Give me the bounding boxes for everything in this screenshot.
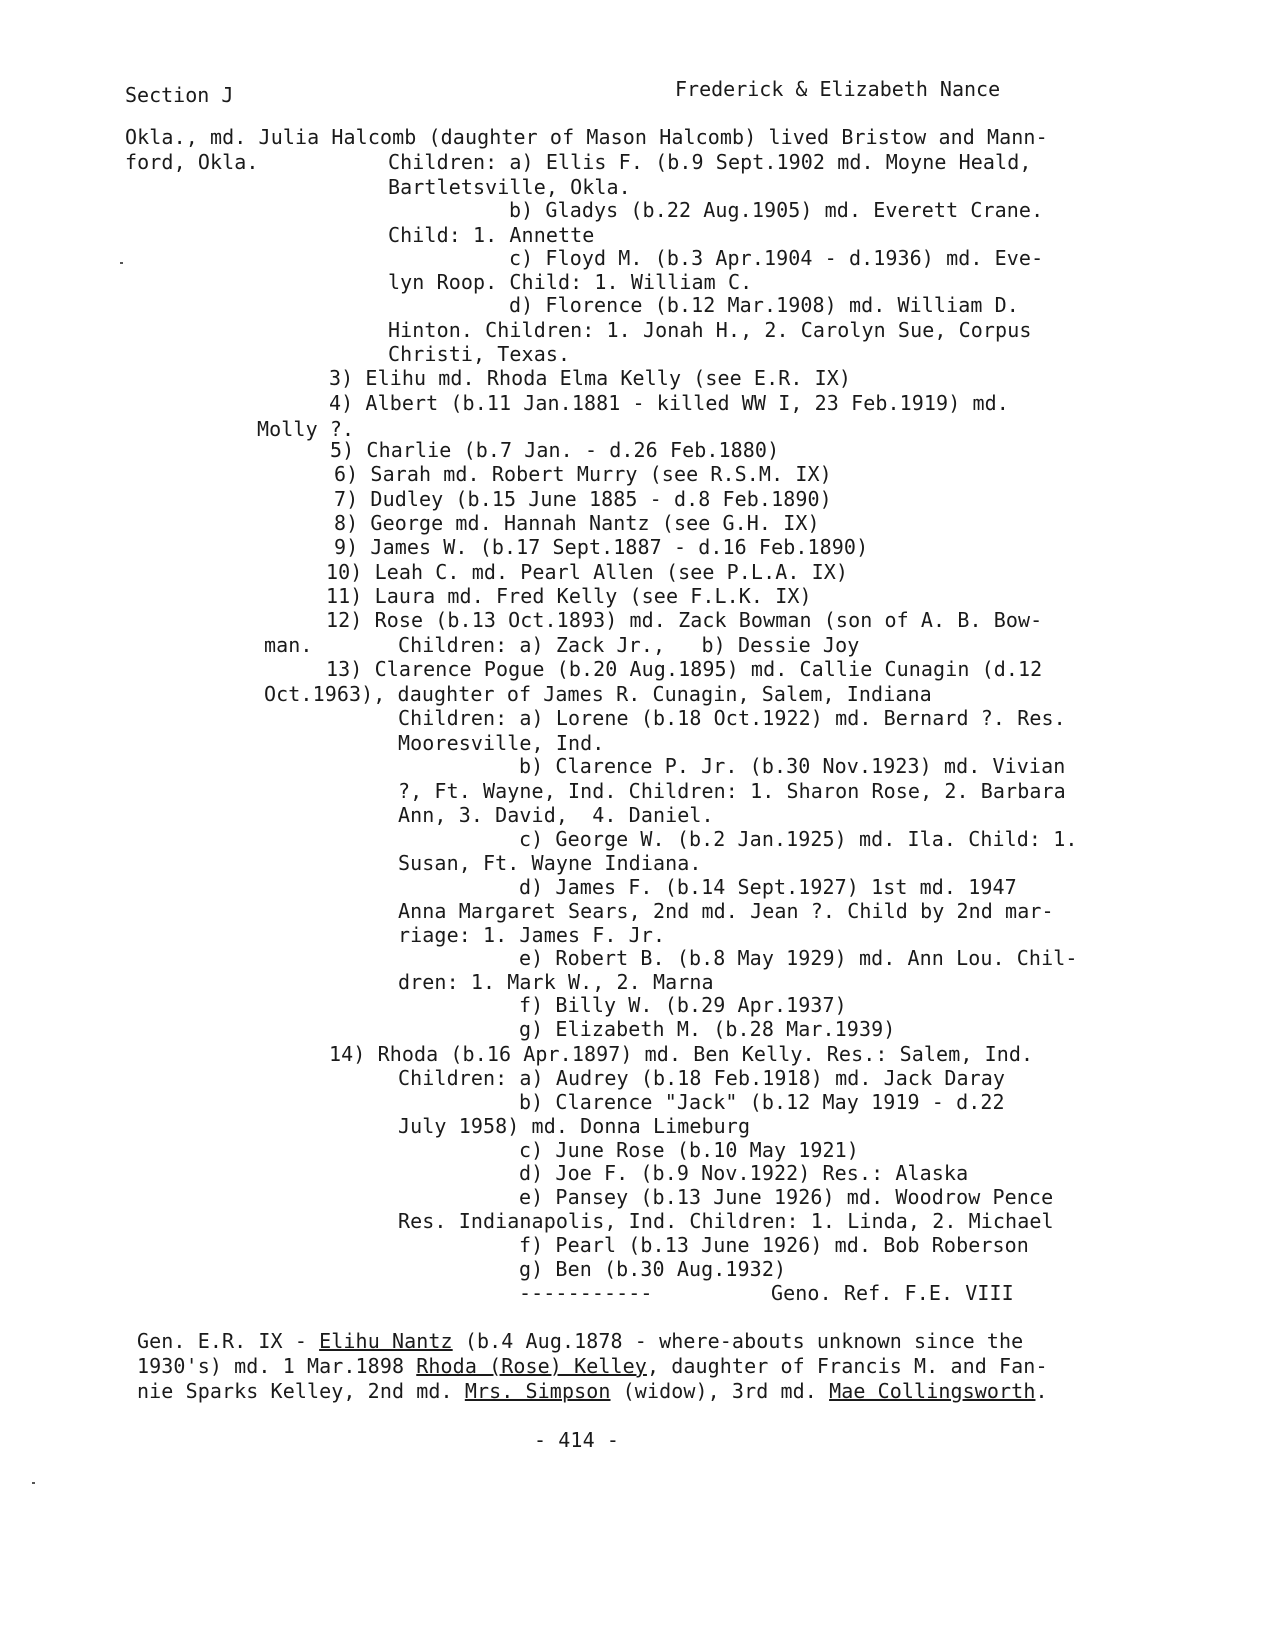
text-line: Oct.1963), daughter of James R. Cunagin, Salem, Indiana <box>264 682 932 706</box>
text-line: c) Floyd M. (b.3 Apr.1904 - d.1936) md. Eve- <box>509 246 1044 270</box>
text-line: 9) James W. (b.17 Sept.1887 - d.16 Feb.1890) <box>334 535 869 559</box>
text-line: f) Pearl (b.13 June 1926) md. Bob Roberson <box>519 1233 1029 1257</box>
scan-speck <box>32 1482 35 1484</box>
text-line: Children: a) Ellis F. (b.9 Sept.1902 md. Moyne Heald, <box>388 150 1032 174</box>
text-line: Molly ?. <box>257 417 355 441</box>
text-line: dren: 1. Mark W., 2. Marna <box>398 970 714 994</box>
text-line: 4) Albert (b.11 Jan.1881 - killed WW I, 23 Feb.1919) md. <box>329 391 1009 415</box>
text-line: b) Clarence "Jack" (b.12 May 1919 - d.22 <box>519 1090 1005 1114</box>
text-line: 7) Dudley (b.15 June 1885 - d.8 Feb.1890) <box>334 487 832 511</box>
geno-reference: Geno. Ref. F.E. VIII <box>771 1281 1014 1305</box>
text-line: Bartletsville, Okla. <box>388 175 631 199</box>
text-line: 10) Leah C. md. Pearl Allen (see P.L.A. IX) <box>326 560 849 584</box>
text-line: g) Ben (b.30 Aug.1932) <box>519 1257 787 1281</box>
text-line: Children: a) Audrey (b.18 Feb.1918) md. Jack Daray <box>398 1066 1006 1090</box>
text-line: 11) Laura md. Fred Kelly (see F.L.K. IX) <box>326 584 812 608</box>
section-label: Section J <box>125 83 234 107</box>
footer-line-3: nie Sparks Kelley, 2nd md. Mrs. Simpson (widow), 3rd md. Mae Collingsworth. <box>137 1379 1048 1403</box>
text-line: 3) Elihu md. Rhoda Elma Kelly (see E.R. IX) <box>329 366 852 390</box>
divider-dashes: ----------- <box>519 1281 653 1305</box>
footer-line-1: Gen. E.R. IX - Elihu Nantz (b.4 Aug.1878 - where-abouts unknown since the <box>137 1329 1024 1353</box>
text-line: c) June Rose (b.10 May 1921) <box>519 1138 859 1162</box>
text-line: July 1958) md. Donna Limeburg <box>398 1114 751 1138</box>
text-line: Okla., md. Julia Halcomb (daughter of Mason Halcomb) lived Bristow and Mann- <box>125 125 1048 149</box>
text-line: e) Robert B. (b.8 May 1929) md. Ann Lou. Chil- <box>519 946 1078 970</box>
text-line: d) James F. (b.14 Sept.1927) 1st md. 1947 <box>519 875 1017 899</box>
text-line: man. <box>264 633 313 657</box>
underlined-name: Mae Collingsworth <box>829 1379 1036 1403</box>
text-line: b) Gladys (b.22 Aug.1905) md. Everett Crane. <box>509 198 1044 222</box>
text-line: Res. Indianapolis, Ind. Children: 1. Linda, 2. Michael <box>398 1209 1054 1233</box>
text-line: 5) Charlie (b.7 Jan. - d.26 Feb.1880) <box>330 438 780 462</box>
text-line: Hinton. Children: 1. Jonah H., 2. Carolyn Sue, Corpus <box>388 318 1032 342</box>
footer-line-2: 1930's) md. 1 Mar.1898 Rhoda (Rose) Kelley, daughter of Francis M. and Fan- <box>137 1354 1048 1378</box>
scan-speck <box>120 262 123 264</box>
underlined-name: Elihu Nantz <box>319 1329 453 1353</box>
text-line: c) George W. (b.2 Jan.1925) md. Ila. Child: 1. <box>519 827 1078 851</box>
family-title: Frederick & Elizabeth Nance <box>675 77 1001 101</box>
text-line: ?, Ft. Wayne, Ind. Children: 1. Sharon Rose, 2. Barbara <box>398 779 1066 803</box>
text-line: d) Joe F. (b.9 Nov.1922) Res.: Alaska <box>519 1161 969 1185</box>
text-line: Ann, 3. David, 4. Daniel. <box>398 803 714 827</box>
text-line: 14) Rhoda (b.16 Apr.1897) md. Ben Kelly. Res.: Salem, Ind. <box>329 1042 1034 1066</box>
text-line: Child: 1. Annette <box>388 223 595 247</box>
text-line: 12) Rose (b.13 Oct.1893) md. Zack Bowman (son of A. B. Bow- <box>326 608 1043 632</box>
underlined-name: Mrs. Simpson <box>464 1379 611 1403</box>
text-line: riage: 1. James F. Jr. <box>398 923 666 947</box>
text-line: e) Pansey (b.13 June 1926) md. Woodrow Pence <box>519 1185 1054 1209</box>
text-line: d) Florence (b.12 Mar.1908) md. William D. <box>509 293 1019 317</box>
text-line: Children: a) Zack Jr., b) Dessie Joy <box>398 633 860 657</box>
text-line: ford, Okla. <box>125 150 259 174</box>
text-line: Christi, Texas. <box>388 342 571 366</box>
text-line: Mooresville, Ind. <box>398 731 605 755</box>
text-line: 13) Clarence Pogue (b.20 Aug.1895) md. Callie Cunagin (d.12 <box>326 657 1043 681</box>
underlined-name: Rhoda (Rose) Kelley <box>416 1354 647 1378</box>
text-line: Children: a) Lorene (b.18 Oct.1922) md. Bernard ?. Res. <box>398 706 1066 730</box>
text-line: 8) George md. Hannah Nantz (see G.H. IX) <box>334 511 820 535</box>
page-number: - 414 - <box>534 1428 619 1452</box>
text-line: b) Clarence P. Jr. (b.30 Nov.1923) md. Vivian <box>519 754 1066 778</box>
text-line: lyn Roop. Child: 1. William C. <box>388 270 753 294</box>
text-line: Susan, Ft. Wayne Indiana. <box>398 851 702 875</box>
text-line: 6) Sarah md. Robert Murry (see R.S.M. IX) <box>334 462 832 486</box>
text-line: Anna Margaret Sears, 2nd md. Jean ?. Child by 2nd mar- <box>398 899 1054 923</box>
text-line: g) Elizabeth M. (b.28 Mar.1939) <box>519 1017 896 1041</box>
text-line: f) Billy W. (b.29 Apr.1937) <box>519 993 847 1017</box>
